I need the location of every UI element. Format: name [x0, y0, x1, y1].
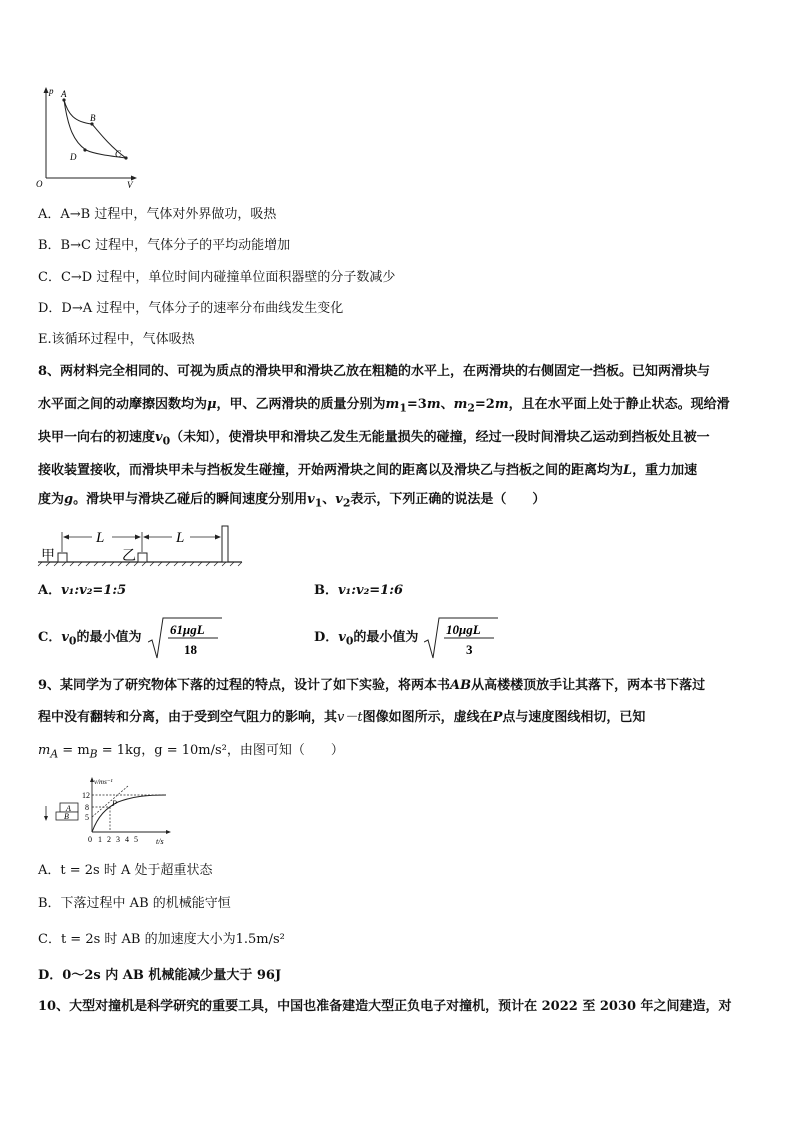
q8-option-a: A．v₁:v₂=1:5 — [38, 583, 127, 598]
q9-stem-line-2: 程中没有翻转和分离，由于受到空气阻力的影响，其v－t图像如图所示，虚线在P点与速度图线相切，已知 — [38, 710, 646, 725]
pv-point-b: B — [90, 113, 96, 123]
q9-book-b: B — [64, 812, 69, 821]
q9-graph-xtick-2: 2 — [107, 835, 111, 844]
pv-diagram — [30, 84, 150, 194]
q9-graph-xtick-4: 4 — [125, 835, 129, 844]
pv-origin: O — [36, 179, 43, 189]
q8-option-d-den: 3 — [466, 642, 473, 657]
q8-slider-figure — [36, 522, 246, 572]
q9-graph-ytick-12: 12 — [82, 791, 90, 800]
q9-book-a: A — [66, 804, 71, 813]
pv-axis-p: p — [49, 86, 54, 96]
q8-label-yi: 乙 — [122, 549, 136, 564]
q9-graph-ytick-8: 8 — [85, 803, 89, 812]
q9-option-b: B．下落过程中 AB 的机械能守恒 — [38, 896, 231, 911]
q9-graph-xtick-5: 5 — [134, 835, 138, 844]
q8-option-b: B．v₁:v₂=1:6 — [314, 583, 404, 598]
pv-point-c: C — [115, 149, 122, 159]
q10-stem: 10、大型对撞机是科学研究的重要工具，中国也准备建造大型正负电子对撞机，预计在 2022 至 2030 年之间建造，对 — [38, 999, 732, 1014]
q7-option-b: B．B→C 过程中，气体分子的平均动能增加 — [38, 238, 291, 253]
q9-graph-ylabel: v/ms⁻¹ — [94, 778, 113, 786]
q8-stem-line-3: 块甲一向右的初速度$v_0$（未知），使滑块甲和滑块乙发生无能量损失的碰撞，经过一段时间滑块乙运动到挡板处且被一 — [38, 430, 710, 448]
q9-graph-xtick-3: 3 — [116, 835, 120, 844]
q8-option-d-num: 10μgL — [446, 622, 481, 637]
q9-stem-line-1: 9、某同学为了研究物体下落的过程的特点，设计了如下实验，将两本书AB从高楼楼顶放手让其落下，两本书下落过 — [38, 678, 706, 693]
q9-option-c: C．t = 2s 时 AB 的加速度大小为1.5m/s² — [38, 932, 285, 947]
q9-graph-xtick-0: 0 — [88, 835, 92, 844]
q8-stem-line-5: 度为g。滑块甲与滑块乙碰后的瞬间速度分别用$v_1$、$v_2$表示，下列正确的说法是（ ） — [38, 492, 546, 510]
q8-stem-line-2: 水平面之间的动摩擦因数均为μ，甲、乙两滑块的质量分别为$m_1=3m$、$m_2=2m$，且在水平面上处于静止状态。现给滑 — [38, 397, 730, 415]
q8-label-l1: L — [96, 530, 105, 546]
exam-page: p V O A B C D A．A→B 过程中，气体对外界做功，吸热 B．B→C 过程中，气体分子的平均动能增加 C．C→D 过程中，单位时间内碰撞单位面积器壁的分子数减少 D．D→A 过程中，气体分子的速率分布曲线发生变化 E.该循环过程中，气体吸热 8、两材料完全相同的、可视为质点的滑块甲和滑块乙放在粗糙的水平上，在两滑块的右侧固定一挡板。已知两滑块与 水平面之间的动摩擦因数均为μ，甲、乙两滑块的质量分别为$m_1=3m$、$m_2=2m$，且在水平面上处于静止状态。现给滑 块甲一向右的初速度$v_0$（未知），使滑块甲和滑块乙发生无能量损失的碰撞，经过一段时间滑块乙运动到挡板处且被一 接收装置接收，而滑块甲未与挡板发生碰撞，开始两滑块之间的距离以及滑块乙与挡板之间的距离均为L，重力加速 度为g。滑块甲与滑块乙碰后的瞬间速度分别用$v_1$、$v_2$表示，下列正确的说法是（ ） 甲 乙 L L A．v₁:v₂=1:5 B．v₁:v₂=1:6 C．$v_0$的最小值为 61μgL 18 D．$v_0$的最小值为 10μgL 3 9、某同学为了研究物体下落的过程的特点，设计了如下实验，将两本书AB从高楼楼顶放手让其落下，两本书下落过 程中没有翻转和分离，由于受到空气阻力的影响，其v－t图像如图所示，虚线在P点与速度图线相切，已知 $m_A = m_B = 1kg$，g = 10m/s²，由图可知（ ） v/ms⁻¹ t/s 12 8 5 0 1 2 3 4 5 P A B A．t = 2s 时 A 处于超重状态 B．下落过程中 AB 的机械能守恒 C．t = 2s 时 AB 的加速度大小为1.5m/s² D．0～2s 内 AB 机械能减少量大于 96J 10、大型对撞机是科学研究的重要工具，中国也准备建造大型正负电子对撞机，预计在 2022 至 2030 年之间建造，对 — [0, 0, 794, 1123]
q9-option-a: A．t = 2s 时 A 处于超重状态 — [38, 863, 213, 878]
q9-graph-xtick-1: 1 — [98, 835, 102, 844]
q8-stem-line-4: 接收装置接收，而滑块甲未与挡板发生碰撞，开始两滑块之间的距离以及滑块乙与挡板之间的距离均为L，重力加速 — [38, 463, 698, 478]
q8-stem-line-1: 8、两材料完全相同的、可视为质点的滑块甲和滑块乙放在粗糙的水平上，在两滑块的右侧固定一挡板。已知两滑块与 — [38, 364, 711, 379]
q8-option-c-den: 18 — [184, 642, 197, 657]
q9-option-d: D．0～2s 内 AB 机械能减少量大于 96J — [38, 968, 282, 983]
q7-option-a: A．A→B 过程中，气体对外界做功，吸热 — [38, 207, 277, 222]
q7-option-d: D．D→A 过程中，气体分子的速率分布曲线发生变化 — [38, 301, 344, 316]
pv-point-a: A — [61, 89, 67, 99]
q8-option-c-num: 61μgL — [170, 622, 205, 637]
q8-option-c-sqrt — [148, 616, 224, 660]
q8-option-d-sqrt — [424, 616, 500, 660]
q7-option-c: C．C→D 过程中，单位时间内碰撞单位面积器壁的分子数减少 — [38, 270, 396, 285]
q9-graph-xlabel: t/s — [156, 837, 164, 846]
q9-graph-point-p: P — [112, 799, 117, 808]
q9-vt-graph — [38, 776, 188, 848]
q8-label-l2: L — [176, 530, 185, 546]
q7-option-e: E.该循环过程中，气体吸热 — [38, 332, 195, 347]
pv-point-d: D — [70, 152, 77, 162]
q9-graph-ytick-5: 5 — [85, 813, 89, 822]
q9-stem-line-3: $m_A = m_B = 1kg$，g = 10m/s²，由图可知（ ） — [38, 743, 344, 761]
pv-axis-v: V — [127, 180, 133, 190]
q8-label-jia: 甲 — [41, 549, 55, 564]
